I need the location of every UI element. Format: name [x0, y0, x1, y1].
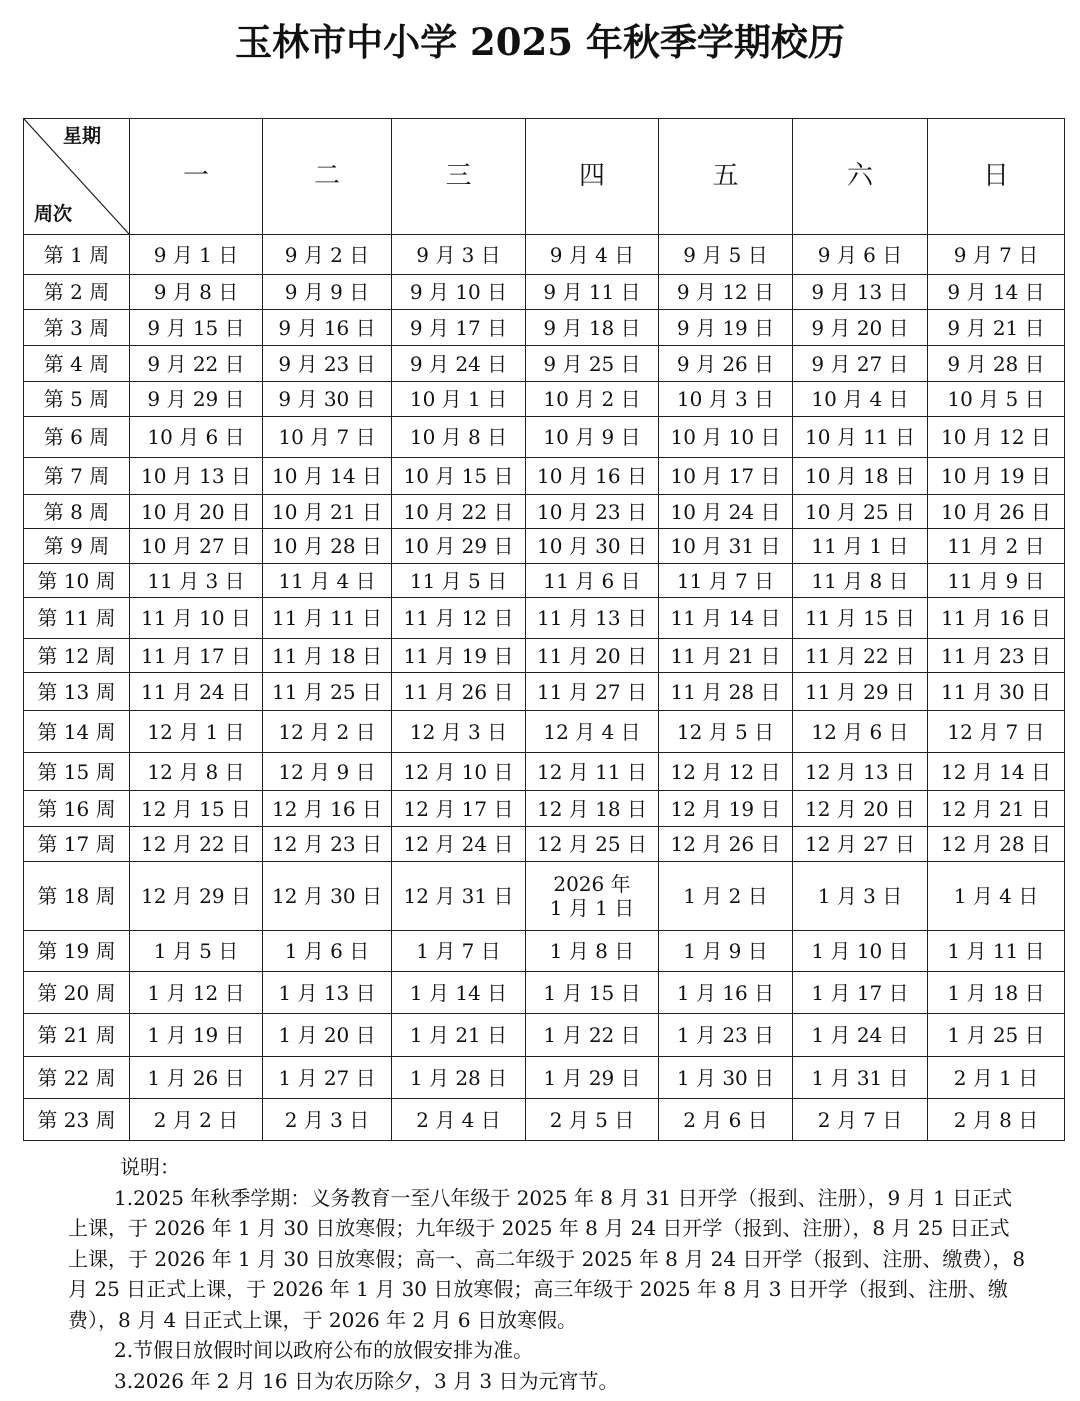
week-row: [24, 529, 1065, 564]
date-cell: 10 月 19 日: [928, 458, 1065, 495]
date-cell: 12 月 19 日: [659, 791, 793, 827]
week-label: 第 9 周: [24, 529, 130, 564]
date-cell: 10 月 3 日: [659, 382, 793, 417]
date-cell: 12 月 2 日: [263, 711, 392, 753]
page-title: 玉林市中小学 2025 年秋季学期校历: [235, 20, 845, 64]
week-row: [24, 972, 1065, 1014]
date-cell: 9 月 10 日: [392, 275, 526, 310]
week-row: [24, 1014, 1065, 1057]
date-cell: 10 月 1 日: [392, 382, 526, 417]
date-cell: 11 月 6 日: [526, 564, 659, 598]
day-header: 日: [928, 119, 1065, 235]
date-cell: 10 月 16 日: [526, 458, 659, 495]
date-cell: 9 月 22 日: [130, 346, 263, 382]
date-cell: 12 月 15 日: [130, 791, 263, 827]
date-cell: 11 月 9 日: [928, 564, 1065, 598]
note-item: 2.节假日放假时间以政府公布的放假安排为准。: [114, 1338, 534, 1362]
date-cell: 9 月 11 日: [526, 275, 659, 310]
week-label: 第 11 周: [24, 598, 130, 639]
day-header: 五: [659, 119, 793, 235]
date-cell: 12 月 13 日: [793, 753, 928, 791]
week-label: 第 23 周: [24, 1099, 130, 1141]
date-cell: 9 月 28 日: [928, 346, 1065, 382]
date-cell: 10 月 2 日: [526, 382, 659, 417]
day-header: 二: [263, 119, 392, 235]
date-cell: 11 月 19 日: [392, 639, 526, 673]
date-cell: 9 月 15 日: [130, 310, 263, 346]
date-cell: 12 月 24 日: [392, 827, 526, 862]
date-cell: 1 月 23 日: [659, 1014, 793, 1057]
date-cell: 11 月 2 日: [928, 529, 1065, 564]
week-row: [24, 862, 1065, 931]
date-cell: 11 月 22 日: [793, 639, 928, 673]
week-row: [24, 235, 1065, 275]
date-cell: 10 月 9 日: [526, 417, 659, 458]
date-cell: 11 月 30 日: [928, 673, 1065, 711]
date-cell: 1 月 29 日: [526, 1057, 659, 1099]
date-cell: 9 月 3 日: [392, 235, 526, 275]
week-label: 第 10 周: [24, 564, 130, 598]
week-label: 第 5 周: [24, 382, 130, 417]
date-cell: 1 月 28 日: [392, 1057, 526, 1099]
week-row: [24, 931, 1065, 972]
date-cell: 12 月 31 日: [392, 862, 526, 931]
date-cell: 11 月 12 日: [392, 598, 526, 639]
date-cell: 1 月 24 日: [793, 1014, 928, 1057]
date-cell: 12 月 7 日: [928, 711, 1065, 753]
date-cell: 12 月 30 日: [263, 862, 392, 931]
date-cell: 12 月 10 日: [392, 753, 526, 791]
date-cell: 10 月 18 日: [793, 458, 928, 495]
corner-weekday-label: 星期: [62, 125, 101, 147]
date-cell: 11 月 3 日: [130, 564, 263, 598]
week-label: 第 21 周: [24, 1014, 130, 1057]
week-row: [24, 753, 1065, 791]
date-cell: 1 月 21 日: [392, 1014, 526, 1057]
date-cell: 9 月 19 日: [659, 310, 793, 346]
date-cell: 1 月 5 日: [130, 931, 263, 972]
date-cell: 11 月 23 日: [928, 639, 1065, 673]
date-cell: 11 月 21 日: [659, 639, 793, 673]
date-cell: 9 月 12 日: [659, 275, 793, 310]
week-row: [24, 791, 1065, 827]
date-cell: 10 月 23 日: [526, 495, 659, 529]
date-cell: 10 月 15 日: [392, 458, 526, 495]
date-cell: 12 月 25 日: [526, 827, 659, 862]
date-cell: 10 月 30 日: [526, 529, 659, 564]
date-cell: 12 月 8 日: [130, 753, 263, 791]
date-cell: 9 月 2 日: [263, 235, 392, 275]
date-cell: 10 月 28 日: [263, 529, 392, 564]
date-cell: [526, 862, 659, 931]
date-cell: 1 月 3 日: [793, 862, 928, 931]
date-cell: 9 月 8 日: [130, 275, 263, 310]
date-cell: 11 月 24 日: [130, 673, 263, 711]
date-cell: 11 月 17 日: [130, 639, 263, 673]
date-cell: 11 月 18 日: [263, 639, 392, 673]
week-row: [24, 1057, 1065, 1099]
date-cell: 12 月 3 日: [392, 711, 526, 753]
week-label: 第 2 周: [24, 275, 130, 310]
date-cell: 1 月 16 日: [659, 972, 793, 1014]
date-cell: 10 月 26 日: [928, 495, 1065, 529]
date-cell: 12 月 16 日: [263, 791, 392, 827]
date-cell: 12 月 6 日: [793, 711, 928, 753]
date-cell: 10 月 24 日: [659, 495, 793, 529]
date-cell: 10 月 14 日: [263, 458, 392, 495]
date-cell: 1 月 25 日: [928, 1014, 1065, 1057]
date-cell: 9 月 9 日: [263, 275, 392, 310]
week-row: [24, 639, 1065, 673]
week-label: 第 17 周: [24, 827, 130, 862]
week-row: [24, 827, 1065, 862]
date-cell: 1 月 7 日: [392, 931, 526, 972]
date-cell: 9 月 23 日: [263, 346, 392, 382]
date-cell: 11 月 25 日: [263, 673, 392, 711]
date-cell: 10 月 21 日: [263, 495, 392, 529]
date-cell: 10 月 11 日: [793, 417, 928, 458]
date-cell: 9 月 14 日: [928, 275, 1065, 310]
date-cell: 10 月 13 日: [130, 458, 263, 495]
date-cell: 1 月 11 日: [928, 931, 1065, 972]
date-cell: 9 月 6 日: [793, 235, 928, 275]
date-cell: 11 月 10 日: [130, 598, 263, 639]
date-cell: 2 月 8 日: [928, 1099, 1065, 1141]
date-cell: 2 月 5 日: [526, 1099, 659, 1141]
week-label: 第 7 周: [24, 458, 130, 495]
date-cell: 10 月 8 日: [392, 417, 526, 458]
week-row: [24, 495, 1065, 529]
header-row: [24, 119, 1065, 235]
date-cell: 9 月 4 日: [526, 235, 659, 275]
date-cell: 1 月 30 日: [659, 1057, 793, 1099]
date-cell: 11 月 28 日: [659, 673, 793, 711]
date-cell: 9 月 1 日: [130, 235, 263, 275]
week-row: [24, 346, 1065, 382]
date-cell: 9 月 30 日: [263, 382, 392, 417]
date-cell: 9 月 21 日: [928, 310, 1065, 346]
date-cell: 2 月 4 日: [392, 1099, 526, 1141]
day-header: 一: [130, 119, 263, 235]
date-cell: 1 月 14 日: [392, 972, 526, 1014]
date-cell: 10 月 10 日: [659, 417, 793, 458]
day-header: 六: [793, 119, 928, 235]
date-cell: 9 月 13 日: [793, 275, 928, 310]
date-cell: 10 月 25 日: [793, 495, 928, 529]
week-label: 第 22 周: [24, 1057, 130, 1099]
date-cell: 1 月 20 日: [263, 1014, 392, 1057]
date-cell: 2 月 6 日: [659, 1099, 793, 1141]
date-cell: 11 月 5 日: [392, 564, 526, 598]
date-cell: 12 月 22 日: [130, 827, 263, 862]
date-cell: 10 月 31 日: [659, 529, 793, 564]
week-label: 第 20 周: [24, 972, 130, 1014]
corner-week-label: 周次: [34, 203, 73, 226]
week-row: [24, 1099, 1065, 1141]
date-cell: 9 月 26 日: [659, 346, 793, 382]
date-cell: 10 月 27 日: [130, 529, 263, 564]
week-row: [24, 382, 1065, 417]
date-cell: 11 月 15 日: [793, 598, 928, 639]
date-cell: 12 月 21 日: [928, 791, 1065, 827]
week-row: [24, 564, 1065, 598]
date-cell: 1 月 19 日: [130, 1014, 263, 1057]
week-label: 第 13 周: [24, 673, 130, 711]
date-year-part: 2026 年: [553, 872, 631, 896]
note-item: 1.2025 年秋季学期：义务教育一至八年级于 2025 年 8 月 31 日开学（报到、注册），9 月 1 日正式上课，于 2026 年 1 月 30 日放寒假；九年级于 2025 年 8 月 24 日开学（报到、注册），8 月 25 日正式上课，于 2026 年 1 月 30 日放寒假；高一、高二年级于 2025 年 8 月 24 日开学（报到、注册、缴费），8 月 25 日正式上课，于 2026 年 1 月 30 日放寒假；高三年级于 2025 年 8 月 3 日开学（报到、注册、缴费），8 月 4 日正式上课，于 2026 年 2 月 6 日放寒假。: [68, 1185, 1026, 1332]
date-cell: 12 月 23 日: [263, 827, 392, 862]
notes-section: [68, 1152, 1028, 1396]
week-row: [24, 673, 1065, 711]
date-cell: 2 月 1 日: [928, 1057, 1065, 1099]
date-cell: 12 月 5 日: [659, 711, 793, 753]
week-label: 第 8 周: [24, 495, 130, 529]
date-cell: 10 月 22 日: [392, 495, 526, 529]
week-label: 第 14 周: [24, 711, 130, 753]
date-cell: 11 月 29 日: [793, 673, 928, 711]
date-cell: 10 月 5 日: [928, 382, 1065, 417]
date-cell: 1 月 2 日: [659, 862, 793, 931]
date-cell: 9 月 27 日: [793, 346, 928, 382]
date-cell: 9 月 5 日: [659, 235, 793, 275]
calendar-table: [23, 118, 1065, 1141]
week-label: 第 1 周: [24, 235, 130, 275]
note-item: 3.2026 年 2 月 16 日为农历除夕，3 月 3 日为元宵节。: [114, 1368, 619, 1393]
date-cell: 12 月 17 日: [392, 791, 526, 827]
date-cell: 1 月 6 日: [263, 931, 392, 972]
date-cell: 11 月 13 日: [526, 598, 659, 639]
week-label: 第 16 周: [24, 791, 130, 827]
date-cell: 9 月 20 日: [793, 310, 928, 346]
date-cell: 12 月 27 日: [793, 827, 928, 862]
date-cell: 1 月 27 日: [263, 1057, 392, 1099]
date-cell: 11 月 4 日: [263, 564, 392, 598]
date-cell: 2 月 7 日: [793, 1099, 928, 1141]
date-cell: 12 月 9 日: [263, 753, 392, 791]
date-cell: 1 月 12 日: [130, 972, 263, 1014]
day-header: 三: [392, 119, 526, 235]
date-cell: 1 月 13 日: [263, 972, 392, 1014]
date-cell: 1 月 26 日: [130, 1057, 263, 1099]
date-cell: 11 月 8 日: [793, 564, 928, 598]
date-cell: 10 月 7 日: [263, 417, 392, 458]
date-day-part: 1 月 1 日: [549, 896, 635, 920]
week-label: 第 12 周: [24, 639, 130, 673]
date-cell: 12 月 28 日: [928, 827, 1065, 862]
date-cell: 9 月 29 日: [130, 382, 263, 417]
date-cell: 2 月 3 日: [263, 1099, 392, 1141]
notes-heading: 说明：: [120, 1155, 180, 1179]
date-cell: 11 月 14 日: [659, 598, 793, 639]
date-cell: 12 月 12 日: [659, 753, 793, 791]
date-cell: 1 月 8 日: [526, 931, 659, 972]
date-cell: 11 月 20 日: [526, 639, 659, 673]
date-cell: 9 月 16 日: [263, 310, 392, 346]
date-cell: 10 月 6 日: [130, 417, 263, 458]
date-cell: 9 月 18 日: [526, 310, 659, 346]
date-cell: 9 月 25 日: [526, 346, 659, 382]
day-header: 四: [526, 119, 659, 235]
week-label: 第 3 周: [24, 310, 130, 346]
date-cell: 12 月 26 日: [659, 827, 793, 862]
date-cell: 9 月 17 日: [392, 310, 526, 346]
date-cell: 11 月 27 日: [526, 673, 659, 711]
date-cell: 12 月 29 日: [130, 862, 263, 931]
date-cell: 10 月 20 日: [130, 495, 263, 529]
week-row: [24, 275, 1065, 310]
date-cell: 1 月 18 日: [928, 972, 1065, 1014]
date-cell: 12 月 11 日: [526, 753, 659, 791]
date-cell: 1 月 31 日: [793, 1057, 928, 1099]
date-cell: 10 月 4 日: [793, 382, 928, 417]
week-row: [24, 458, 1065, 495]
week-label: 第 4 周: [24, 346, 130, 382]
date-cell: 9 月 7 日: [928, 235, 1065, 275]
week-row: [24, 310, 1065, 346]
date-cell: 11 月 1 日: [793, 529, 928, 564]
date-cell: 12 月 4 日: [526, 711, 659, 753]
date-cell: 11 月 26 日: [392, 673, 526, 711]
week-label: 第 18 周: [24, 862, 130, 931]
date-cell: 1 月 15 日: [526, 972, 659, 1014]
date-cell: 11 月 11 日: [263, 598, 392, 639]
date-cell: 1 月 4 日: [928, 862, 1065, 931]
date-cell: 2 月 2 日: [130, 1099, 263, 1141]
week-row: [24, 711, 1065, 753]
date-cell: 12 月 1 日: [130, 711, 263, 753]
date-cell: 1 月 17 日: [793, 972, 928, 1014]
date-cell: 10 月 17 日: [659, 458, 793, 495]
week-label: 第 6 周: [24, 417, 130, 458]
date-cell: 11 月 7 日: [659, 564, 793, 598]
date-cell: 10 月 12 日: [928, 417, 1065, 458]
date-cell: 11 月 16 日: [928, 598, 1065, 639]
date-cell: 1 月 10 日: [793, 931, 928, 972]
date-cell: 12 月 20 日: [793, 791, 928, 827]
date-cell: 10 月 29 日: [392, 529, 526, 564]
week-row: [24, 598, 1065, 639]
week-label: 第 19 周: [24, 931, 130, 972]
date-cell: 1 月 22 日: [526, 1014, 659, 1057]
week-label: 第 15 周: [24, 753, 130, 791]
corner-cell: [24, 119, 130, 235]
date-cell: 1 月 9 日: [659, 931, 793, 972]
date-cell: 12 月 18 日: [526, 791, 659, 827]
date-cell: 12 月 14 日: [928, 753, 1065, 791]
date-cell: 9 月 24 日: [392, 346, 526, 382]
week-row: [24, 417, 1065, 458]
